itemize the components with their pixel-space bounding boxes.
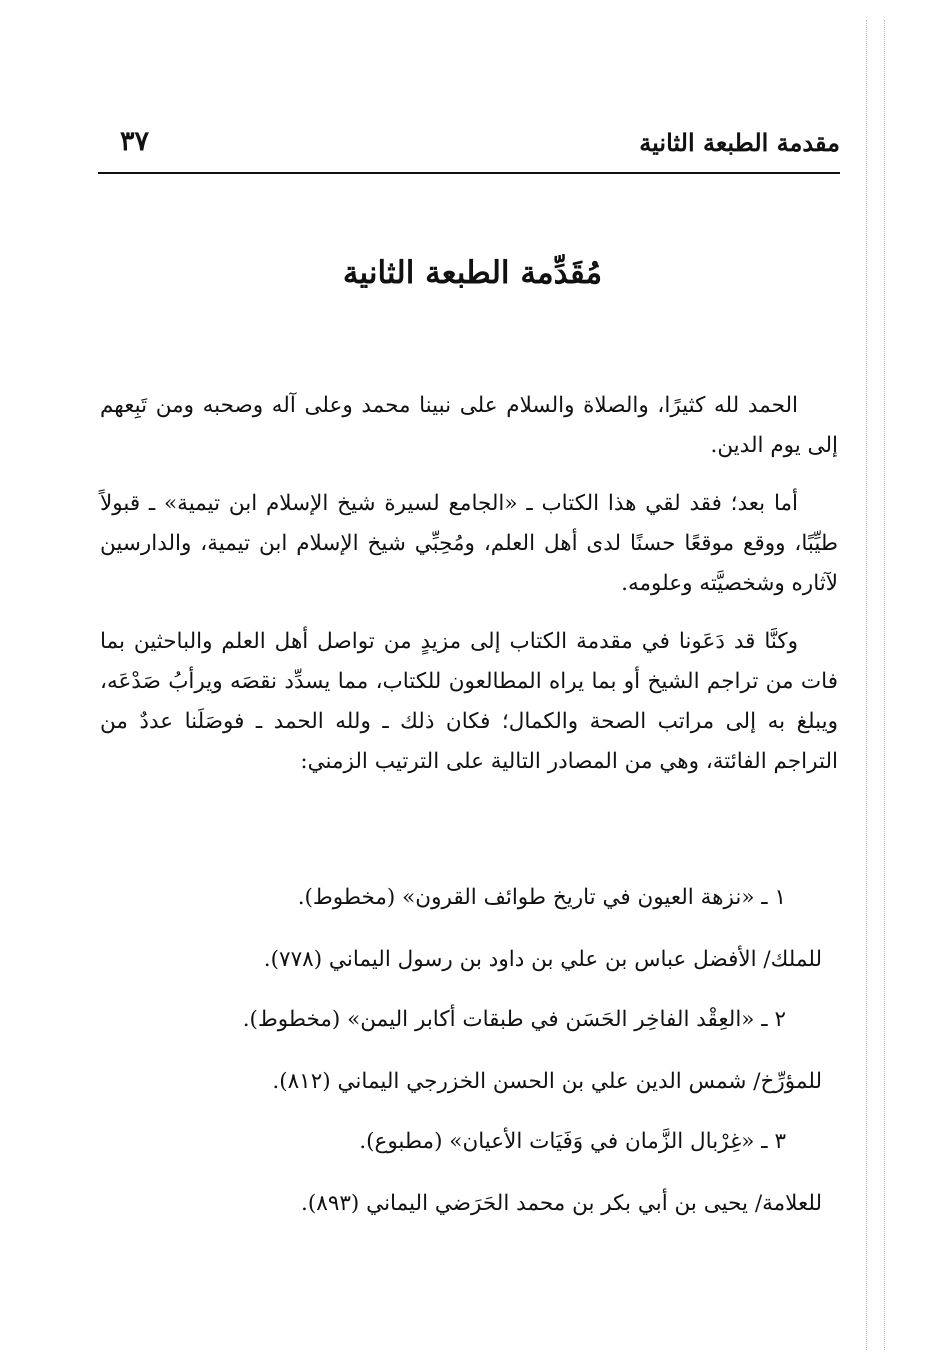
source-title: ٣ ـ «غِرْبال الزَّمان في وَفَيَات الأعيان» (مطبوع). xyxy=(359,1129,786,1154)
source-title: ١ ـ «نزهة العيون في تاريخ طوائف القرون» (مخطوط). xyxy=(297,885,786,910)
page-title: مُقَدِّمة الطبعة الثانية xyxy=(342,255,603,291)
page-header xyxy=(98,126,840,174)
page-number: ٣٧ xyxy=(120,126,150,157)
paragraph: الحمد لله كثيرًا، والصلاة والسلام على نبينا محمد وعلى آله وصحبه ومن تَبِعهم إلى يوم الدين. xyxy=(100,393,838,458)
page-edge-line xyxy=(884,20,885,1350)
paragraph: أما بعد؛ فقد لقي هذا الكتاب ـ «الجامع لسيرة شيخ الإسلام ابن تيمية» ـ قبولاً طيِّبًا، ووقع موقعًا حسنًا لدى أهل العلم، ومُحِبِّي شيخ الإسلام ابن تيمية، والدارسين لآثاره وشخصيَّته وعلومه. xyxy=(100,491,838,596)
running-title: مقدمة الطبعة الثانية xyxy=(639,128,840,157)
source-author: للعلامة/ يحيى بن أبي بكر بن محمد الحَرَضي اليماني (٨٩٣). xyxy=(301,1191,822,1216)
paragraph: وكنَّا قد دَعَونا في مقدمة الكتاب إلى مزيدٍ من تواصل أهل العلم والباحثين بما فات من تراجم الشيخ أو بما يراه المطالعون للكتاب، مما يسدِّد نقصَه ويرأبُ صَدْعَه، ويبلغ به إلى مراتب الصحة والكمال؛ فكان ذلك ـ ولله الحمد ـ فوصَلَنا عددٌ من التراجم الفائتة، وهي من المصادر التالية على الترتيب الزمني: xyxy=(100,629,838,774)
source-author: للملك/ الأفضل عباس بن علي بن داود بن رسول اليماني (٧٧٨). xyxy=(263,947,822,972)
page-edge-line xyxy=(866,20,867,1350)
source-author: للمؤرِّخ/ شمس الدين علي بن الحسن الخزرجي اليماني (٨١٢). xyxy=(272,1069,822,1094)
body-text xyxy=(100,386,838,800)
sources-list xyxy=(100,878,838,1244)
source-title: ٢ ـ «العِقْد الفاخِر الحَسَن في طبقات أكابر اليمن» (مخطوط). xyxy=(242,1007,786,1032)
